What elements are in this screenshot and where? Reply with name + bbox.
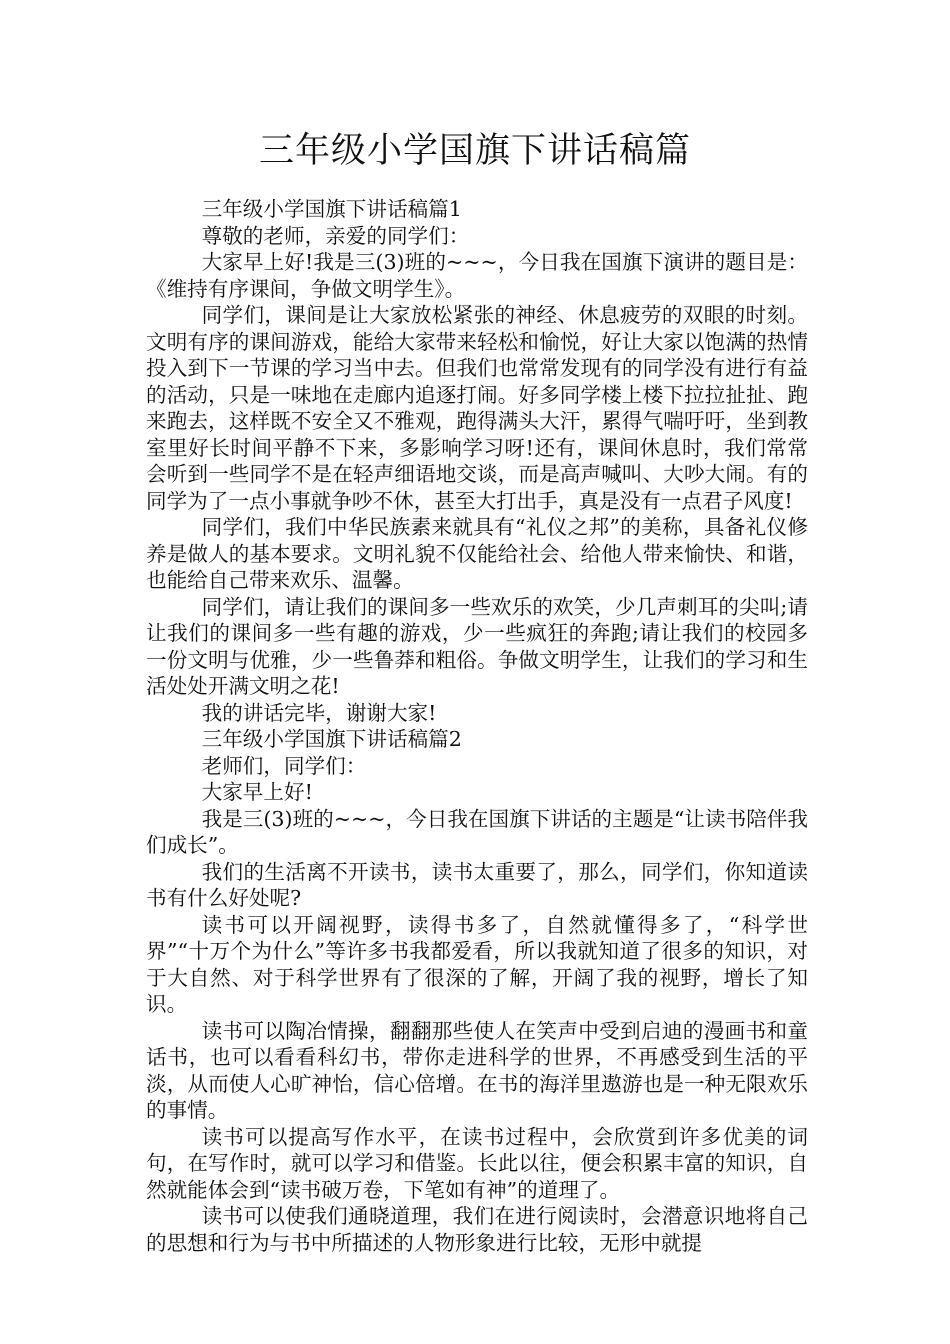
body-paragraph: 我是三(3)班的~~~，今日我在国旗下讲话的主题是“让读书陪伴我们成长”。	[146, 806, 808, 857]
closing-line: 我的讲话完毕，谢谢大家!	[201, 700, 437, 725]
document-title: 三年级小学国旗下讲话稿篇	[258, 131, 691, 171]
section-heading-1: 三年级小学国旗下讲话稿篇1	[201, 197, 462, 221]
document-body	[146, 196, 808, 1256]
greeting: 大家早上好!	[201, 780, 313, 804]
body-paragraph: 读书可以开阔视野，读得书多了，自然就懂得多了，“科学世界”“十万个为什么”等许多书我都爱看，所以我就知道了很多的知识，对于大自然、对于科学世界有了很深的了解，开阔了我的视野，增长了知识。	[146, 912, 808, 1016]
salutation: 尊敬的老师，亲爱的同学们：	[201, 223, 470, 248]
body-paragraph: 同学们，课间是让大家放松紧张的神经、休息疲劳的双眼的时刻。文明有序的课间游戏，能给大家带来轻松和愉悦，好让大家以饱满的热情投入到下一节课的学习当中去。但我们也常常发现有的同学没有进行有益的活动，只是一味地在走廊内追逐打闹。好多同学楼上楼下拉拉扯扯、跑来跑去，这样既不安全又不雅观，跑得满头大汗，累得气喘吁吁，坐到教室里好长时间平静不下来，多影响学习呀!还有，课间休息时，我们常常会听到一些同学不是在轻声细语地交谈，而是高声喊叫、大吵大闹。有的同学为了一点小事就争吵不休，甚至大打出手，真是没有一点君子风度!	[146, 303, 808, 513]
body-paragraph: 同学们，请让我们的课间多一些欢乐的欢笑，少几声刺耳的尖叫;请让我们的课间多一些有趣的游戏，少一些疯狂的奔跑;请让我们的校园多一份文明与优雅，少一些鲁莽和粗俗。争做文明学生，让我们的学习和生活处处开满文明之花!	[146, 594, 808, 698]
body-paragraph: 大家早上好!我是三(3)班的~~~，今日我在国旗下演讲的题目是：《维持有序课间，争做文明学生》。	[146, 250, 808, 301]
body-paragraph: 读书可以提高写作水平，在读书过程中，会欣赏到许多优美的词句，在写作时，就可以学习和借鉴。长此以往，便会积累丰富的知识，自然就能体会到“读书破万卷，下笔如有神”的道理了。	[146, 1124, 808, 1202]
body-paragraph: 读书可以陶冶情操，翻翻那些使人在笑声中受到启迪的漫画书和童话书，也可以看看科幻书，带你走进科学的世界，不再感受到生活的平淡，从而使人心旷神怡，信心倍增。在书的海洋里遨游也是一种无限欢乐的事情。	[146, 1018, 808, 1122]
salutation: 老师们，同学们：	[201, 753, 367, 778]
body-paragraph: 同学们，我们中华民族素来就具有“礼仪之邦”的美称，具备礼仪修养是做人的基本要求。文明礼貌不仅能给社会、给他人带来愉快、和谐，也能给自己带来欢乐、温馨。	[146, 515, 808, 592]
section-heading-2: 三年级小学国旗下讲话稿篇2	[201, 727, 462, 751]
body-paragraph: 我们的生活离不开读书，读书太重要了，那么，同学们，你知道读书有什么好处呢?	[146, 859, 808, 910]
body-paragraph: 读书可以使我们通晓道理，我们在进行阅读时，会潜意识地将自己的思想和行为与书中所描述的人物形象进行比较，无形中就提	[146, 1204, 808, 1255]
